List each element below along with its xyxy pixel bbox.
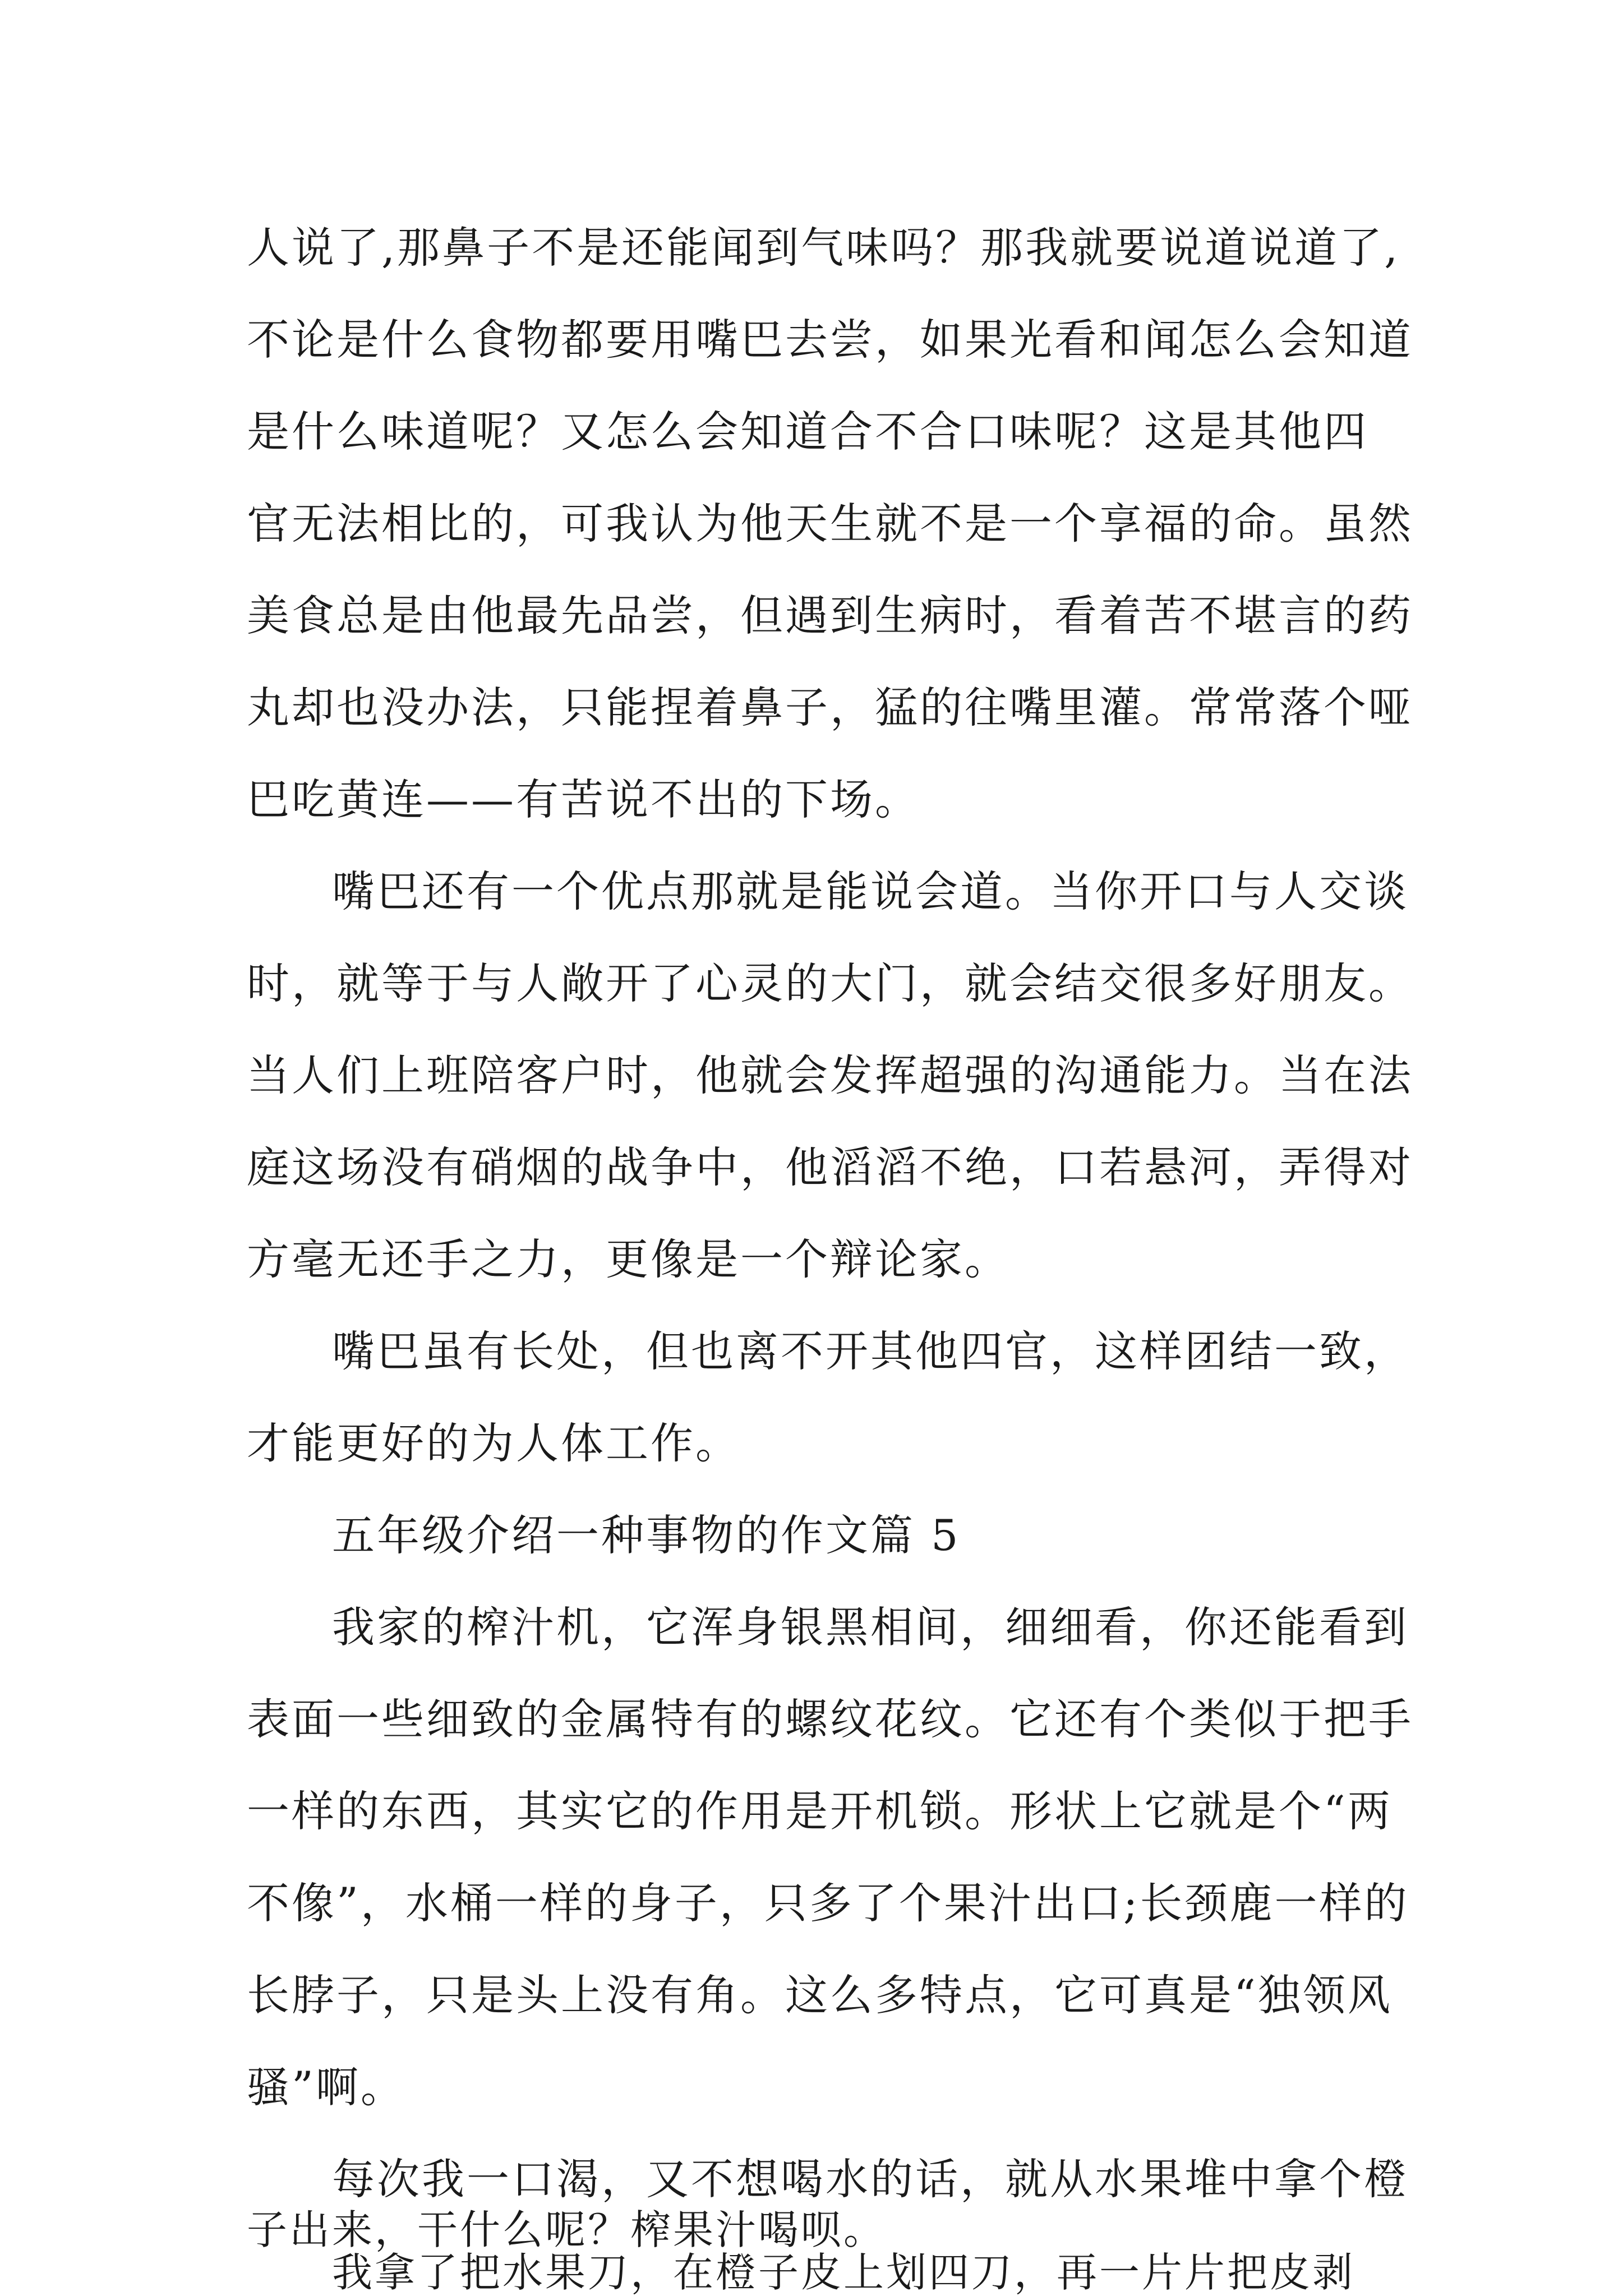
text-line: 时，就等于与人敞开了心灵的大门，就会结交很多好朋友。: [247, 958, 1413, 1008]
text-line: 一样的东西，其实它的作用是开机锁。形状上它就是个“两: [247, 1786, 1393, 1836]
text-line: 巴吃黄连——有苦说不出的下场。: [247, 774, 920, 824]
text-line: 方毫无还手之力，更像是一个辩论家。: [247, 1234, 1009, 1284]
paragraph-start-line: 嘴巴虽有长处，但也离不开其他四官，这样团结一致，: [332, 1326, 1409, 1376]
text-line: 长脖子，只是头上没有角。这么多特点，它可真是“独领风: [247, 1970, 1393, 2020]
text-line: 庭这场没有硝烟的战争中，他滔滔不绝，口若悬河，弄得对: [247, 1142, 1413, 1192]
paragraph-start-line: 每次我一口渴，又不想喝水的话，就从水果堆中拿个橙: [332, 2154, 1409, 2204]
text-line: 人说了,那鼻子不是还能闻到气味吗？那我就要说道说道了,: [247, 223, 1400, 273]
text-line: 官无法相比的，可我认为他天生就不是一个享福的命。虽然: [247, 499, 1413, 548]
text-line: 骚”啊。: [247, 2062, 405, 2112]
text-line: 子出来，干什么呢？榨果汁喝呗。: [247, 2206, 887, 2253]
text-line: 当人们上班陪客户时，他就会发挥超强的沟通能力。当在法: [247, 1050, 1413, 1100]
text-line: 美食总是由他最先品尝，但遇到生病时，看着苦不堪言的药: [247, 591, 1413, 640]
text-line: 才能更好的为人体工作。: [247, 1418, 740, 1468]
text-line: 表面一些细致的金属特有的螺纹花纹。它还有个类似于把手: [247, 1694, 1413, 1744]
paragraph-start-line: 我家的榨汁机，它浑身银黑相间，细细看，你还能看到: [332, 1602, 1409, 1652]
text-line: 不像”，水桶一样的身子，只多了个果汁出口;长颈鹿一样的: [247, 1878, 1409, 1928]
text-line: 丸却也没办法，只能捏着鼻子，猛的往嘴里灌。常常落个哑: [247, 683, 1413, 732]
paragraph-start-line: 我拿了把水果刀，在橙子皮上划四刀，再一片片把皮剥: [332, 2249, 1355, 2296]
text-line: 是什么味道呢？又怎么会知道合不合口味呢？这是其他四: [247, 407, 1368, 457]
section-title: 五年级介绍一种事物的作文篇 5: [332, 1510, 961, 1560]
text-line: 不论是什么食物都要用嘴巴去尝，如果光看和闻怎么会知道: [247, 315, 1413, 365]
paragraph-start-line: 嘴巴还有一个优点那就是能说会道。当你开口与人交谈: [332, 866, 1409, 916]
